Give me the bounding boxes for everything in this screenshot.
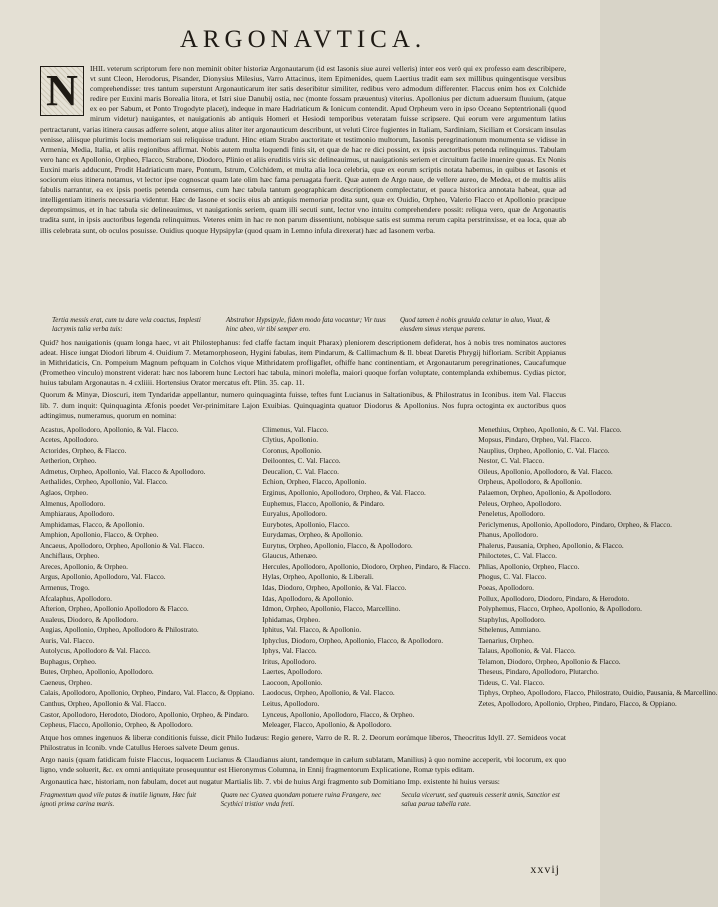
intro-text: IHIL veterum scriptorum fere non meminit obiter historiæ Argonautarum (id est Iasonis siue aurei velleris) inter eos verò qui ex professo eam describipere, vt sunt Cleon, Herodorus, Pisander, Dionysius Milesius, Varro Attacinus, item Epimenides, quem Laertius tradit eam sex millibus quingentisque versibus comprehendisse: tres tantum superstunt Argonauticarum iter satis deseribitur similiter, redibus vero admodum differenter. Flaccus enim hos ex Colchide redire per Euxini maris Borealia litora, et Istri siue Danubij ostia, nec (monte fossam præuentus) viterius. Apollonius per dictum aduersum fluuium, (atque ex eo per Sabum, et Ponto Trogodyte placet), indeque in mare Hadriaticum & Ionicum contendit. Apud Orpheum vero in ipso Oceano Septentrionali (quod mirum videtur) nauigantes, et nauigationis ab antiquis Homeri et Hesiodi temporibus veteratam fuisse scripsere. Qui eorum vere argumentum latius pertractarunt, varias itinera causas adferre solent, atque alius aliter iter argonauticum describunt, ut veluti Circe fugientes in Italiam, Sardiniam, Siciliam et Corsicam insulas venisse, aliisque plurimis locis memoriam sui reliquisse tradunt. Hinc etiam Strabo auctoritate et testimonio multorum, Iasonis peregrinationum monumenta se vidisse in Armenia, Media, Italia, et aliis regionibus affirmat. Nobis autem multa loquendi finis sit, et quæ de hac re dici possint, ex ipsis auctoribus petenda relinquimus. Tabulam vero hanc ex Apollonio, Orpheo, Flacco, Strabone, Diodoro, Plinio et aliis eruditis viris sic delineauimus, ut nauigationis seriem et circuitum facile inuenire queas. Ex Nonis Euxini maris adducunt, Prodit Hadriaticum mare, Pontum, Istrum, Colchidem, et multa alia loca celebria, quæ ex eorum scriptis notata habemus, in quibus et Iasonis et sociorum eius itinera notamus, vt lector ipse cognoscat quam late olim hæc fama peruagata fuerit. Quæ autem de Argo naue, de vellere aureo, de Medea, et de multis aliis fabulis narrantur, ea ex ipsis poetis petenda censemus, cum hæc tabula tantum geographicam descriptionem complectatur, et pauca historica annotata habeat, quæ ad intelligentiam itineris necessaria videntur. Hæc de Iasone et sociis eius ab antiquis memoriæ prodita sunt, quæ ex Ouidio, Orpheo, Valerio Flacco et Apollonio præcipue deprompsimus, et in hac tabula sic delineauimus, vt nauigationis seriem, quam illi secuti sunt, lector vno intuitu comprehendere possit: reliqua vero, quæ de Argonautis tradita sunt, in ipsis auctoribus legenda relinquimus. Veteres enim in hac re non parum dissentiunt, nobisque satis est summa rerum capita perstrinxisse, et ea loca, quæ ab illis celebrata sunt, ob oculos posuisse. Ouidius quoque Hypsipylæ (quod quam in Lemno infula direxerat) hæc ad Iasonem verba. bbox=[40, 64, 566, 235]
argonaut-entry: Idas, Apollodoro, & Apollonio. bbox=[262, 593, 354, 603]
paragraph-ingenuos: Atque hos omnes ingenuos & liberæ conditionis fuisse, dicit Philo Iudæus: Regio genere, Varro de R. R. 2. Deorum eorúmque liberos, Theocritus Idyll. 27. Semideos vocat Philostratus in Iconib. vnde Catullus Heroes salvete Deum genus. bbox=[40, 732, 566, 752]
argonaut-entry: Auris, Val. Flacco. bbox=[40, 635, 95, 645]
argonaut-entry: Eurytus, Orpheo, Apollonio, Flacco, & Apollodoro. bbox=[262, 540, 413, 550]
argonaut-entry: Aethalides, Orpheo, Apollonio, Val. Flacco. bbox=[40, 477, 168, 487]
paragraph-minyae: Quorum & Minyæ, Dioscuri, item Tyndaridæ appellantur, numero quinquaginta fuisse, teftes funt Lucianus in Saltationibus, & Philostratus in Iconibus. item Val. Flaccus lib. 7. dum inquit: Quinquaginta Æfonis poedet Ver-prinimitare Lajon Exuibias. Quinquaginta quatuor Diodorus & Apollonius. Nos fupra octoginta ex auctoribus quos adtingimus, numeramus, quorum en nomina: bbox=[40, 390, 566, 420]
argonaut-entry: Afterion, Orpheo, Apollonio Apollodoro & Flacco. bbox=[40, 604, 189, 614]
argonaut-entry: Butes, Orpheo, Apollonio, Apollodoro. bbox=[40, 667, 154, 677]
argonaut-entry: Euryalus, Apollodoro. bbox=[262, 509, 327, 519]
argonaut-entry: Aetherion, Orpheo. bbox=[40, 456, 97, 466]
argonaut-entry: Nauplius, Orpheo, Apollonio, C. Val. Flacco. bbox=[478, 445, 610, 455]
argonaut-entry: Almenus, Apollodoro. bbox=[40, 498, 106, 508]
argonaut-entry: Autolycus, Apollodoro & Val. Flacco. bbox=[40, 646, 151, 656]
paragraph-martial: Argonautica hæc, historiam, non fabulam, docet aut nugatur Martialis lib. 7. vbi de huius Argi fragmento sub Domitiano Imp. existente hi huius versus: bbox=[40, 776, 500, 786]
argonaut-entry: Phogus, C. Val. Flacco. bbox=[478, 572, 547, 582]
argonaut-entry: Erginus, Apollonio, Apollodoro, Orpheo, & Val. Flacco. bbox=[262, 488, 426, 498]
verse-block-a bbox=[52, 316, 566, 334]
argonaut-entry: Idas, Diodoro, Orpheo, Apollonio, & Val. Flacco. bbox=[262, 582, 407, 592]
argonaut-entry: Anchiflaus, Orpheo. bbox=[40, 551, 100, 561]
argonaut-entry: Poeas, Apollodoro. bbox=[478, 582, 534, 592]
argonaut-entry: Acetes, Apollodoro. bbox=[40, 435, 99, 445]
argonaut-entry: Euphemus, Flacco, Apollonio, & Pindaro. bbox=[262, 498, 385, 508]
argonaut-entry: Caeneus, Orpheo. bbox=[40, 677, 93, 687]
page-number: xxvij bbox=[530, 862, 560, 876]
argonaut-entry: Iphitus, Val. Flacco, & Apollonio. bbox=[262, 625, 362, 635]
argonaut-entry: Hercules, Apollodoro, Apollonio, Diodoro, Orpheo, Pindaro, & Flacco. bbox=[262, 561, 471, 571]
argonaut-entry: Lynceus, Apollonio, Apollodoro, Flacco, & Orpheo. bbox=[262, 709, 415, 719]
argonaut-entry: Oileus, Apollonio, Apollodoro, & Val. Flacco. bbox=[478, 466, 613, 476]
argonaut-entry: Polyphemus, Flacco, Orpheo, Apollonio, & Apollodoro. bbox=[478, 604, 643, 614]
argonaut-entry: Castor, Apollodoro, Herodoto, Diodoro, Apollonio, Orpheo, & Pindaro. bbox=[40, 709, 249, 719]
argonaut-entry: Peleus, Orpheo, Apollodoro. bbox=[478, 498, 562, 508]
argonaut-entry: Tiphys, Orpheo, Apollodoro, Flacco, Philostrato, Ouidio, Pausania, & Marcellino. bbox=[478, 688, 718, 698]
argonaut-entry: Phanus, Apollodoro. bbox=[478, 530, 539, 540]
argonaut-list bbox=[40, 424, 718, 731]
page-title: ARGONAVTICA. bbox=[179, 26, 427, 53]
verse-block-b bbox=[40, 791, 566, 809]
argonaut-entry: Afcalaphus, Apollodoro. bbox=[40, 593, 112, 603]
argonaut-entry: Nestor, C. Val. Flacco. bbox=[478, 456, 545, 466]
argonaut-entry: Periclymenus, Apollonio, Apollodoro, Pindaro, Orpheo, & Flacco. bbox=[478, 519, 672, 529]
argonaut-entry: Aglaos, Orpheo. bbox=[40, 488, 89, 498]
argonaut-entry: Theseus, Pindaro, Apollodoro, Plutarcho. bbox=[478, 667, 599, 677]
argonaut-entry: Philoctetes, C. Val. Flacco. bbox=[478, 551, 557, 561]
argonaut-entry: Climenus, Val. Flacco. bbox=[262, 424, 329, 434]
argonaut-entry: Zetes, Apollodoro, Apollonio, Orpheo, Pindaro, Flacco, & Oppiano. bbox=[478, 698, 677, 708]
argonaut-entry: Eurybotes, Apollonio, Flacco. bbox=[262, 519, 350, 529]
paragraph-argo-ship: Argo nauis (quam fatidicam fuiste Flaccus, loquacem Lucianus & Claudianus aiunt, tandemque in cælum sublatam, Manilius) à quo nomine acceperit, vbi locorum, ex quo ligno, vnde soluerit, &c. ex omni antiquitate prosequuntur est Hieronymus Columna, in Ennij fragmentorum Explicatione, Romæ typis editam. bbox=[40, 754, 566, 774]
argonaut-entry: Telamon, Diodoro, Orpheo, Apollonio & Flacco. bbox=[478, 656, 621, 666]
argonaut-entry: Laocoon, Apollonio. bbox=[262, 677, 323, 687]
argonaut-entry: Cepheus, Flacco, Apollonio, Orpheo, & Apollodoro. bbox=[40, 720, 193, 730]
verse: Quod tamen è nobis grauida celatur in aluo, Viuat, & eiusdem simus vterque parens. bbox=[400, 316, 551, 333]
argonaut-entry: Glaucus, Athenæo. bbox=[262, 551, 318, 561]
argonaut-entry: Admetus, Orpheo, Apollonio, Val. Flacco & Apollodoro. bbox=[40, 466, 206, 476]
argonaut-entry: Actorides, Orpheo, & Flacco. bbox=[40, 445, 127, 455]
argonaut-entry: Peneletus, Apollodoro. bbox=[478, 509, 545, 519]
argonaut-entry: Amphion, Apollonio, Flacco, & Orpheo. bbox=[40, 530, 159, 540]
argonaut-entry: Canthus, Orpheo, Apollonio & Val. Flacco. bbox=[40, 698, 167, 708]
argonaut-entry: Clytius, Apollonio. bbox=[262, 435, 319, 445]
argonaut-entry: Phlias, Apollonio, Orpheo, Flacco. bbox=[478, 561, 580, 571]
argonaut-entry: Iphidamas, Orpheo. bbox=[262, 614, 321, 624]
argonaut-entry: Deucalion, C. Val. Flacco. bbox=[262, 466, 339, 476]
argonaut-entry: Argus, Apollonio, Apollodoro, Val. Flacco. bbox=[40, 572, 166, 582]
argonaut-entry: Iritus, Apollodoro. bbox=[262, 656, 317, 666]
argonaut-entry: Palaemon, Orpheo, Apollonio, & Apollodoro. bbox=[478, 488, 612, 498]
argonaut-entry: Mopsus, Pindaro, Orpheo, Val. Flacco. bbox=[478, 435, 592, 445]
argonaut-entry: Acastus, Apollodoro, Apollonio, & Val. Flacco. bbox=[40, 424, 179, 434]
argonaut-entry: Laodocus, Orpheo, Apollonio, & Val. Flacco. bbox=[262, 688, 395, 698]
argonaut-entry: Sthelenus, Ammiano. bbox=[478, 625, 541, 635]
argonaut-entry: Buphagus, Orpheo. bbox=[40, 656, 97, 666]
verse: Tertia messis erat, cum tu dare vela coactus, Implesti lacrymis talia verba tuis: bbox=[52, 316, 201, 333]
verse: Secula vicerunt, sed quamuis cesserit annis, Sanctior est salua parua tabella rate. bbox=[401, 791, 560, 809]
dropcap-initial: N bbox=[40, 66, 84, 116]
argonaut-entry: Taenarius, Orpheo. bbox=[478, 635, 534, 645]
argonaut-entry: Tideus, C. Val. Flacco. bbox=[478, 677, 545, 687]
paragraph-navigation: Quid? hos nauigationis (quam longa haec, vt ait Philostephanus: fed claffe factam inquit Pharax) pleniorem descriptionem defiderat, hos à nobis tres nominatos auctores adeat. Hisce iungat Diodori librum 4. Ouidium 7. Metamorphoseon, Hygini fabulas, item Pindarum, & Callimachum & Il. bbeat Daretis Phrygij hifloriam. Scribit Appianus in Mithridaticis, Cn. Pompeium Magnum peftquam in Colchos vique Mithridatem profligaflet, ofhiffe hanc continentiam, et Argonautarum peregrinationes, Caucafumque (Prometheo vinculo) monstrent viderat: hæc nos laborem hunc Lectori hac tabula, minori molefla, maiori quoque forfan voluptate, contemplanda exhibemus. Cydias pictor, huius tabulam Argonautas n. 4 cxliiii. Hortensius Orator mercatus eft. Plin. 35. cap. 11. bbox=[40, 338, 566, 388]
argonaut-entry: Hylas, Orpheo, Apollonio, & Liberali. bbox=[262, 572, 374, 582]
argonaut-entry: Idmon, Orpheo, Apollonio, Flacco, Marcellino. bbox=[262, 604, 401, 614]
intro-section bbox=[40, 64, 566, 312]
verse: Fragmentum quod vile putas & inutile lignum, Hæc fuit ignoti prima carina maris. bbox=[40, 791, 197, 809]
argonaut-entry: Eurydamas, Orpheo, & Apollonio. bbox=[262, 530, 363, 540]
argonaut-entry: Ancaeus, Apollodoro, Orpheo, Apollonio & Val. Flacco. bbox=[40, 540, 205, 550]
argonaut-entry: Laertes, Apollodoro. bbox=[262, 667, 323, 677]
argonaut-entry bbox=[478, 710, 717, 721]
argonaut-entry: Staphylus, Apollodoro. bbox=[478, 614, 546, 624]
argonaut-entry: Talaus, Apollonio, & Val. Flacco. bbox=[478, 646, 576, 656]
verse: Quam nec Cyanea quondam potuere ruina Frangere, nec Scythici tristior vnda freti. bbox=[220, 791, 382, 809]
argonaut-entry: Coronus, Apollonio. bbox=[262, 445, 322, 455]
argonaut-entry: Phalerus, Pausania, Orpheo, Apollonio, & Flacco. bbox=[478, 540, 624, 550]
argonaut-entry: Calais, Apollodoro, Apollonio, Orpheo, Pindaro, Val. Flacco, & Oppiano. bbox=[40, 688, 255, 698]
argonaut-entry: Augias, Apollonio, Orpheo, Apollodoro & Philostrato. bbox=[40, 625, 199, 635]
argonaut-entry: Echion, Orpheo, Flacco, Apollonio. bbox=[262, 477, 367, 487]
argonaut-entry: Pollux, Apollodoro, Diodoro, Pindaro, & Herodoto. bbox=[478, 593, 630, 603]
argonaut-entry bbox=[478, 720, 717, 731]
argonaut-entry: Amphidamas, Flacco, & Apollonio. bbox=[40, 519, 145, 529]
argonaut-entry: Menethius, Orpheo, Apollonio, & C. Val. Flacco. bbox=[478, 424, 622, 434]
argonaut-entry: Aualeus, Diodoro, & Apollodoro. bbox=[40, 614, 139, 624]
argonaut-entry: Areces, Apollonio, & Orpheo. bbox=[40, 561, 128, 571]
verse: Abstrahor Hypsipyle, fidem modo fata vocantur; Vir tuus hinc abeo, vir tibi semper ero. bbox=[226, 316, 386, 333]
argonaut-entry: Deiloontes, C. Val. Flacco. bbox=[262, 456, 341, 466]
argonaut-entry: Meleager, Flacco, Apollonio, & Apollodoro. bbox=[262, 720, 392, 730]
argonaut-entry: Orpheus, Apollodoro, & Apollonio. bbox=[478, 477, 583, 487]
argonaut-entry: Iphyclus, Diodoro, Orpheo, Apollonio, Flacco, & Apollodoro. bbox=[262, 635, 444, 645]
argonaut-entry: Armenus, Trogo. bbox=[40, 582, 90, 592]
argonaut-entry: Amphiaraus, Apollodoro. bbox=[40, 509, 115, 519]
argonaut-entry: Leitus, Apollodoro. bbox=[262, 698, 320, 708]
argonaut-entry: Iphys, Val. Flacco. bbox=[262, 646, 317, 656]
